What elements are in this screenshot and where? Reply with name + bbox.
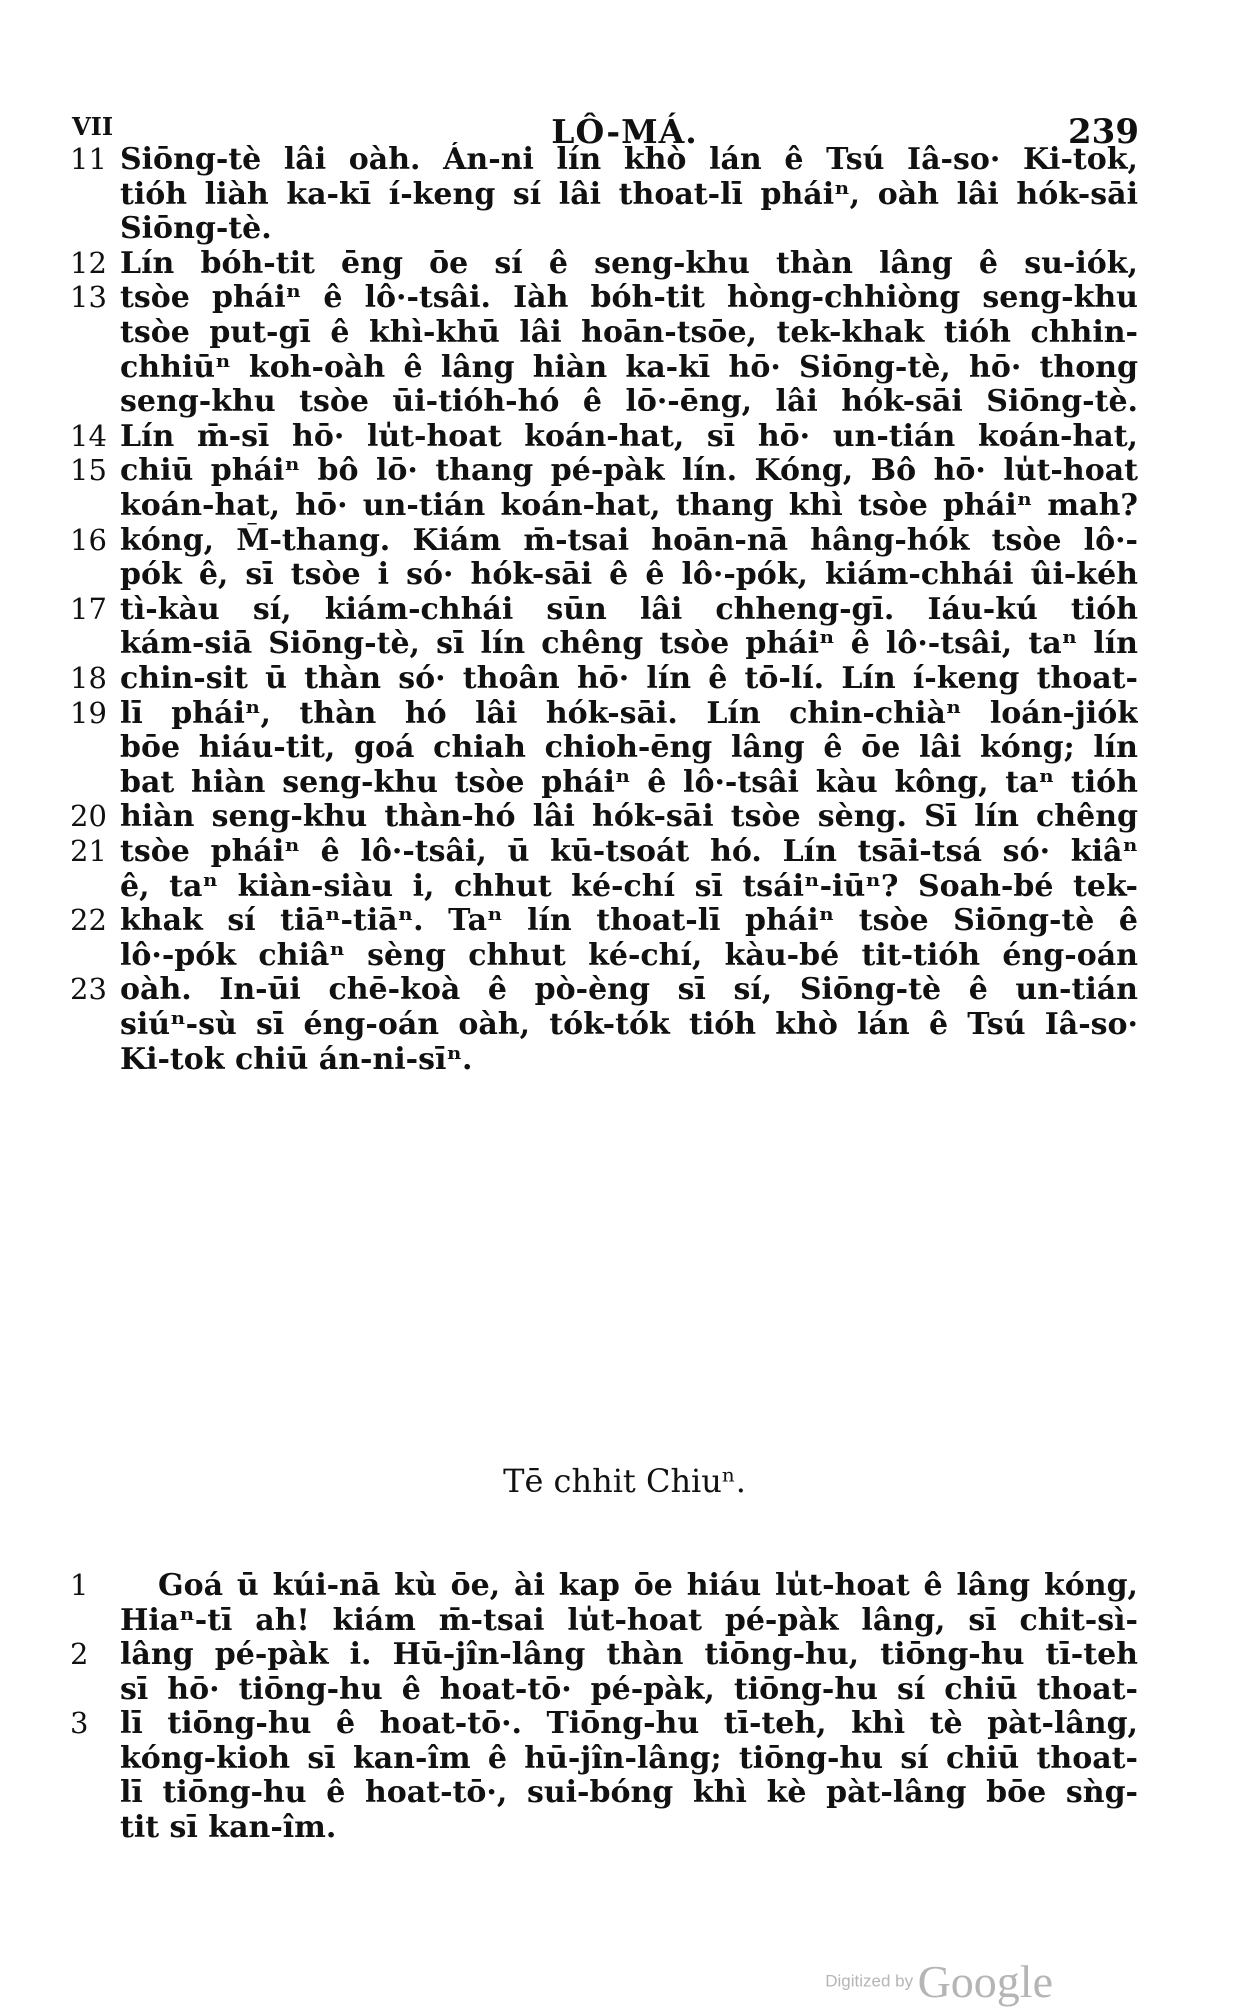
line-text: chin-sit ū thàn só· thoân hō· lín ê tō-lí. Lín í-keng thoat- bbox=[120, 661, 1138, 696]
line-text: khak sí tiāⁿ-tiāⁿ. Taⁿ lín thoat-lī pháiⁿ tsòe Siōng-tè ê bbox=[120, 903, 1138, 939]
line-text: kám-siā Siōng-tè, sī lín chêng tsòe pháiⁿ ê lô·-tsâi, taⁿ lín bbox=[120, 626, 1138, 662]
line-text: kóng, M̄-thang. Kiám m̄-tsai hoān-nā hâng-hók tsòe lô·- bbox=[120, 522, 1138, 558]
verse-number: 19 bbox=[70, 695, 107, 730]
line-text: seng-khu tsòe ūi-tióh-hó ê lō·-ēng, lâi hók-sāi Siōng-tè. bbox=[120, 384, 1138, 420]
line-text: kóng-kioh sī kan-îm ê hū-jîn-lâng; tiōng-hu sí chiū thoat- bbox=[120, 1740, 1138, 1776]
line-text: Goá ū kúi-nā kù ōe, ài kap ōe hiáu lu̍t-hoat ê lâng kóng, bbox=[158, 1568, 1138, 1603]
line-text: lī pháiⁿ, thàn hó lâi hók-sāi. Lín chin-chiàⁿ loán-jiók bbox=[120, 695, 1138, 731]
text-line bbox=[0, 1810, 1249, 1854]
chapter-number: VII bbox=[72, 112, 114, 141]
line-text: Hiaⁿ-tī ah! kiám m̄-tsai lu̍t-hoat pé-pàk lâng, sī chit-sì- bbox=[120, 1602, 1138, 1638]
line-text: siúⁿ-sù sī éng-oán oàh, tók-tók tióh khò lán ê Tsú Iâ-so· bbox=[120, 1007, 1138, 1042]
line-text: tsòe put-gī ê khì-khū lâi hoān-tsōe, tek-khak tióh chhin- bbox=[120, 315, 1138, 350]
line-text: Siōng-tè. bbox=[120, 211, 272, 247]
verse-number: 12 bbox=[70, 245, 107, 280]
verse-number: 2 bbox=[70, 1637, 89, 1671]
line-text: Lín m̄-sī hō· lu̍t-hoat koán-hat, sī hō· un-tián koán-hat, bbox=[120, 418, 1138, 454]
line-text: tì-kàu sí, kiám-chhái sūn lâi chheng-gī. Iáu-kú tióh bbox=[120, 591, 1138, 627]
verse-number: 18 bbox=[70, 661, 107, 695]
running-title: LÔ-MÁ. bbox=[551, 112, 698, 151]
line-text: bōe hiáu-tit, goá chiah chioh-ēng lâng ê ōe lâi kóng; lín bbox=[120, 730, 1138, 766]
verse-number: 21 bbox=[70, 834, 107, 868]
line-text: tióh liàh ka-kī í-keng sí lâi thoat-lī pháiⁿ, oàh lâi hók-sāi bbox=[120, 176, 1138, 212]
line-text: koán-hat, hō· un-tián koán-hat, thang khì tsòe pháiⁿ mah? bbox=[120, 488, 1138, 523]
verse-number: 3 bbox=[70, 1706, 89, 1740]
line-text: Ki-tok chiū án-ni-sīⁿ. bbox=[120, 1041, 473, 1077]
line-text: lâng pé-pàk i. Hū-jîn-lâng thàn tiōng-hu, tiōng-hu tī-teh bbox=[120, 1637, 1138, 1672]
line-text: lô·-pók chiâⁿ sèng chhut ké-chí, kàu-bé tit-tióh éng-oán bbox=[120, 937, 1138, 973]
line-text: ê, taⁿ kiàn-siàu i, chhut ké-chí sī tsáiⁿ-iūⁿ? Soah-bé tek- bbox=[120, 868, 1138, 904]
verse-number: 13 bbox=[70, 280, 107, 315]
section-title: Tē chhit Chiuⁿ. bbox=[503, 1462, 746, 1500]
line-text: Siōng-tè lâi oàh. Án-ni lín khò lán ê Tsú Iâ-so· Ki-tok, bbox=[120, 142, 1138, 177]
verse-number: 22 bbox=[70, 903, 107, 938]
line-text: tsòe pháiⁿ ê lô·-tsâi, ū kū-tsoát hó. Lín tsāi-tsá só· kiâⁿ bbox=[120, 834, 1138, 869]
verse-number: 20 bbox=[70, 799, 107, 834]
verse-number: 16 bbox=[70, 522, 107, 557]
verse-number: 17 bbox=[70, 591, 107, 626]
text-line bbox=[0, 1042, 1249, 1086]
line-text: chhiūⁿ koh-oàh ê lâng hiàn ka-kī hō· Siōng-tè, hō· thong bbox=[120, 349, 1138, 385]
verse-number: 11 bbox=[70, 142, 107, 176]
line-text: Lín bóh-tit ēng ōe sí ê seng-khu thàn lâng ê su-iók, bbox=[120, 245, 1138, 281]
verse-number: 23 bbox=[70, 972, 107, 1007]
line-text: chiū pháiⁿ bô lō· thang pé-pàk lín. Kóng, Bô hō· lu̍t-hoat bbox=[120, 453, 1138, 489]
digitized-label: Digitized by bbox=[825, 1971, 914, 1991]
page-number: 239 bbox=[1068, 112, 1139, 152]
google-logo: Google bbox=[917, 1956, 1053, 2007]
line-text: lī tiōng-hu ê hoat-tō·, sui-bóng khì kè pàt-lâng bōe sǹg- bbox=[120, 1775, 1138, 1810]
verse-number: 14 bbox=[70, 418, 107, 453]
line-text: sī hō· tiōng-hu ê hoat-tō· pé-pàk, tiōng-hu sí chiū thoat- bbox=[120, 1671, 1138, 1707]
line-text: lī tiōng-hu ê hoat-tō·. Tiōng-hu tī-teh, khì tè pàt-lâng, bbox=[120, 1706, 1138, 1741]
digitized-watermark bbox=[825, 1955, 1053, 2008]
line-text: tit sī kan-îm. bbox=[120, 1809, 337, 1845]
line-text: pók ê, sī tsòe i só· hók-sāi ê ê lô·-pók, kiám-chhái ûi-kéh bbox=[120, 557, 1138, 593]
line-text: tsòe pháiⁿ ê lô·-tsâi. Iàh bóh-tit hòng-chhiòng seng-khu bbox=[120, 280, 1138, 316]
line-text: bat hiàn seng-khu tsòe pháiⁿ ê lô·-tsâi kàu kông, taⁿ tióh bbox=[120, 764, 1138, 800]
line-text: oàh. In-ūi chē-koà ê pò-èng sī sí, Siōng-tè ê un-tián bbox=[120, 972, 1138, 1008]
line-text: hiàn seng-khu thàn-hó lâi hók-sāi tsòe sèng. Sī lín chêng bbox=[120, 799, 1138, 835]
verse-number: 1 bbox=[70, 1568, 89, 1602]
verse-number: 15 bbox=[70, 453, 107, 488]
